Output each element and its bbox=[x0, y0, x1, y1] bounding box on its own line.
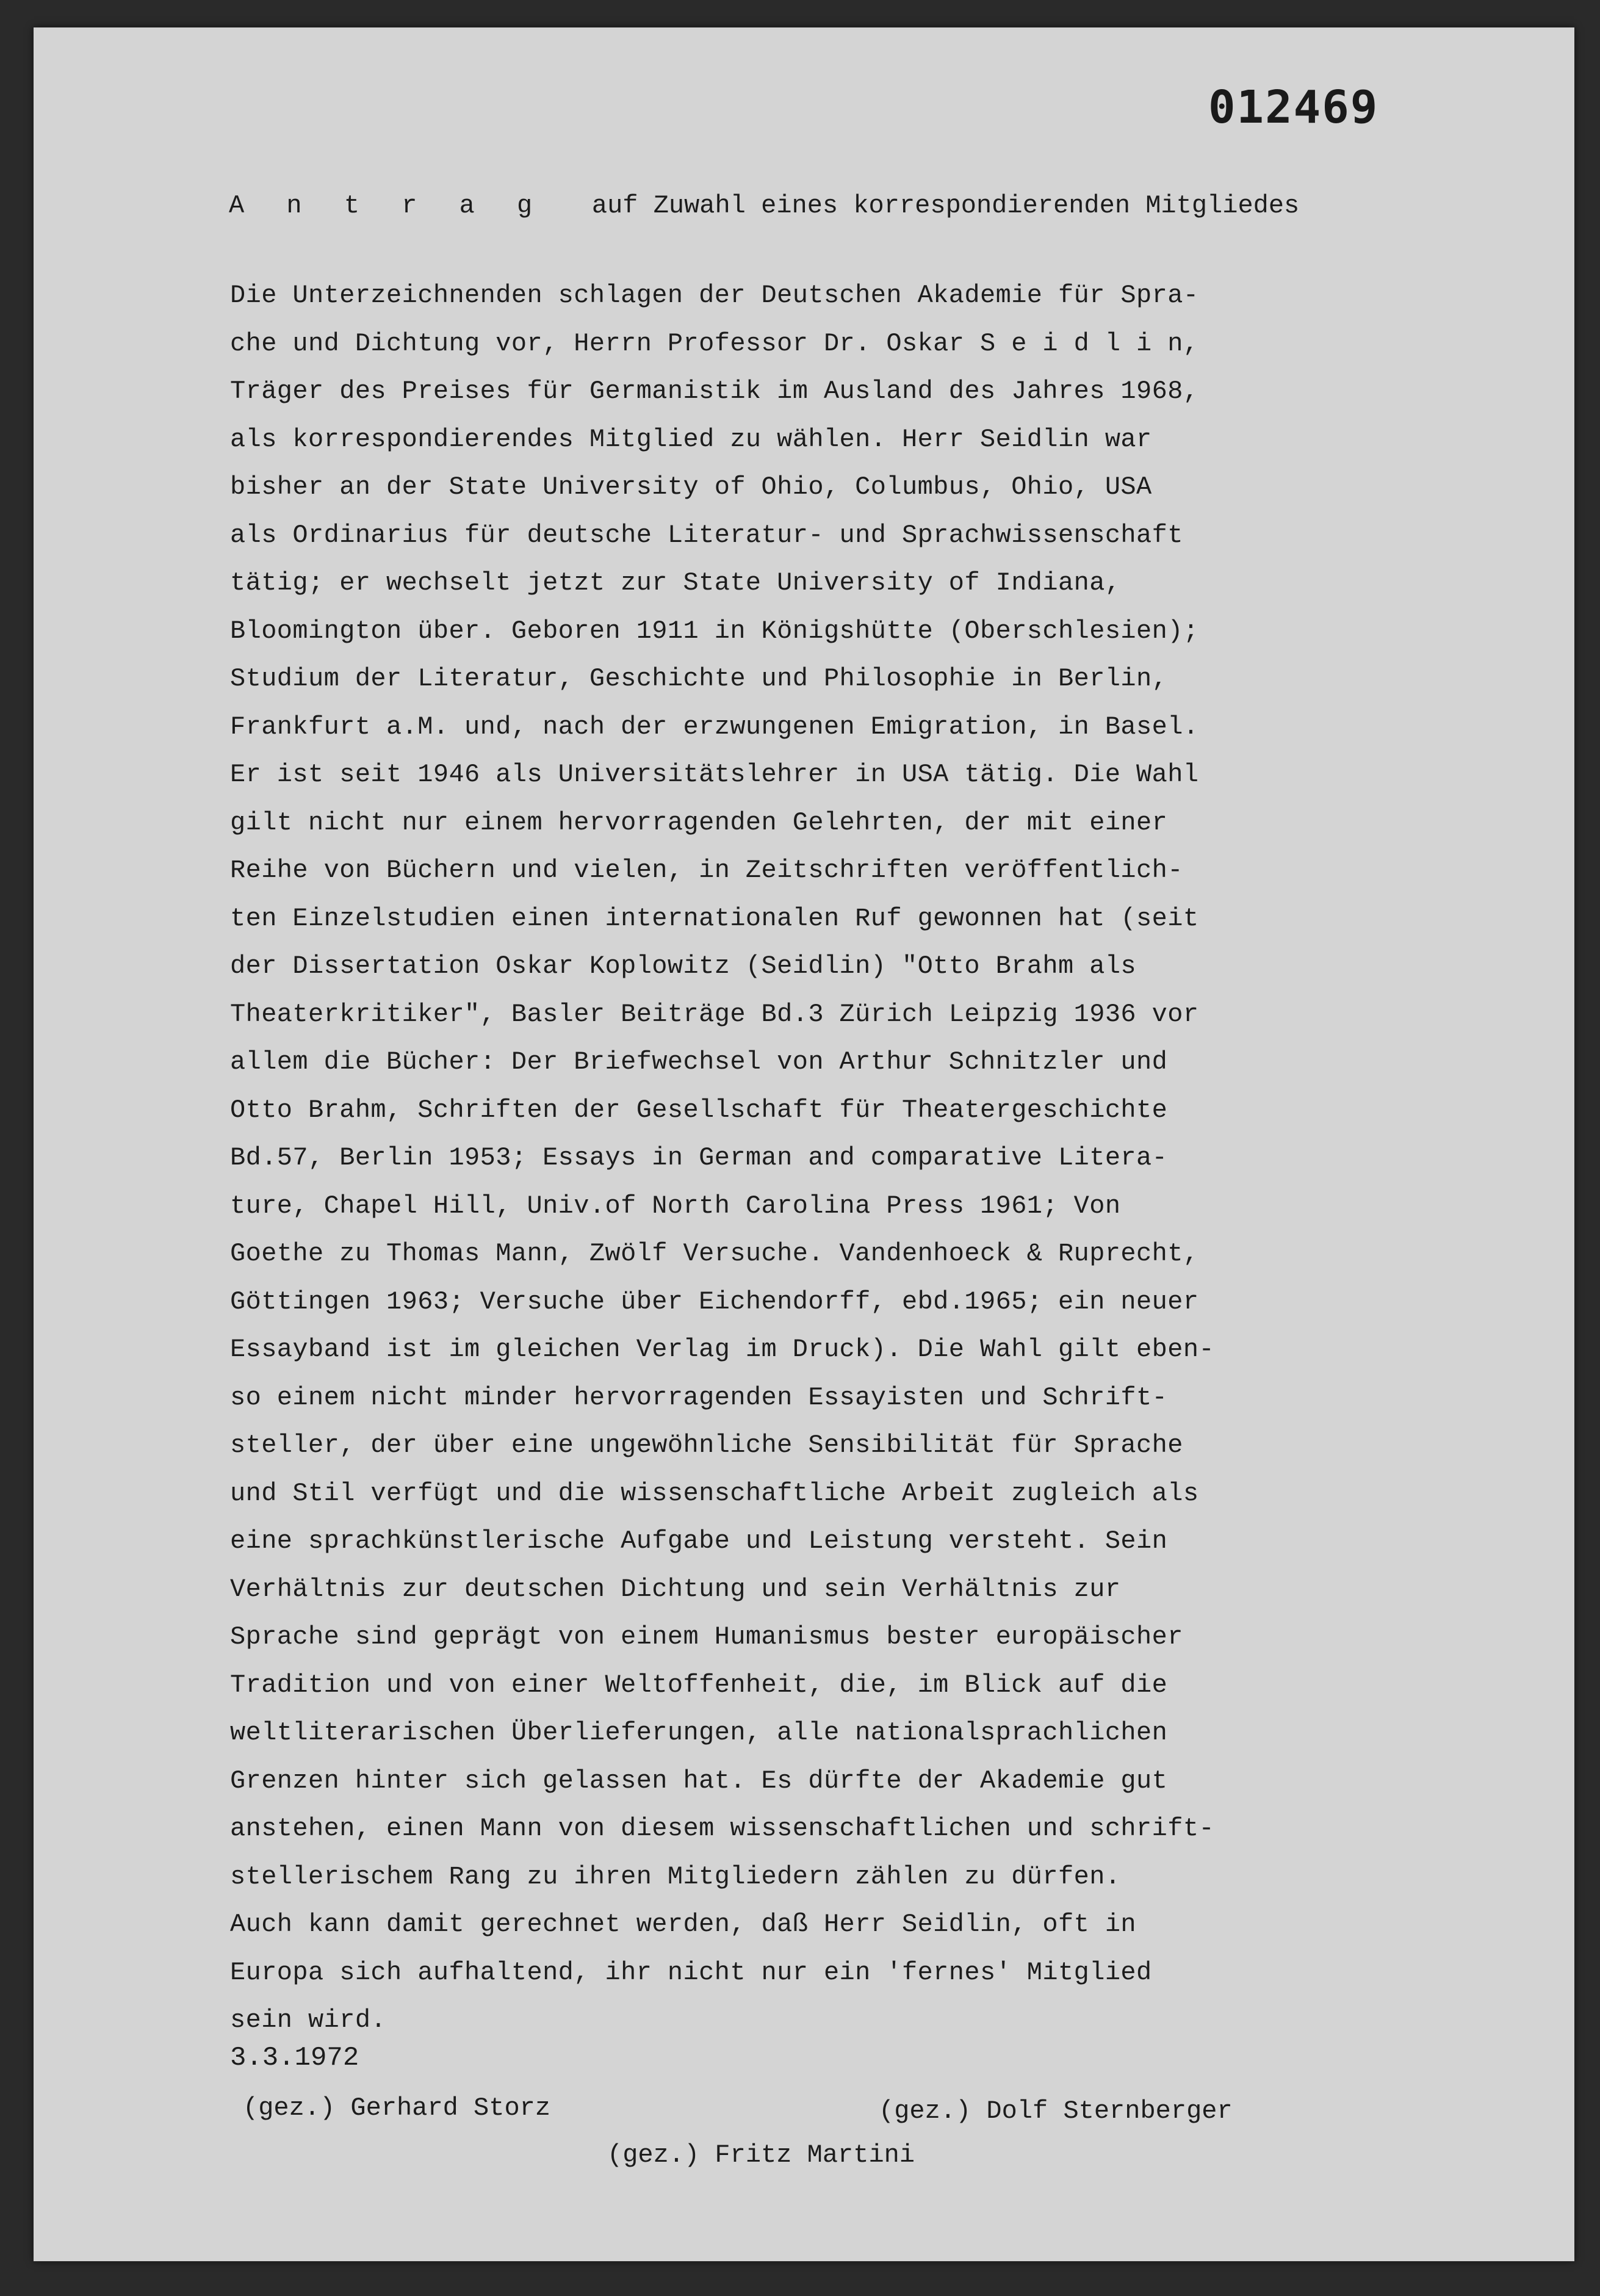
text-line: Träger des Preises für Germanistik im Ausland des Jahres 1968, bbox=[230, 377, 1199, 406]
text-line: Reihe von Büchern und vielen, in Zeitschriften veröffentlich- bbox=[230, 856, 1183, 885]
text-line: bisher an der State University of Ohio, Columbus, Ohio, USA bbox=[230, 472, 1152, 502]
signature-storz: (gez.) Gerhard Storz bbox=[243, 2093, 551, 2123]
text-line: Die Unterzeichnenden schlagen der Deutschen Akademie für Spra- bbox=[230, 281, 1199, 310]
text-line: ten Einzelstudien einen internationalen Ruf gewonnen hat (seit bbox=[230, 903, 1199, 933]
body-paragraph bbox=[230, 272, 1524, 2045]
text-line: Auch kann damit gerechnet werden, daß Herr Seidlin, oft in bbox=[230, 1910, 1137, 1939]
text-line: Theaterkritiker", Basler Beiträge Bd.3 Zürich Leipzig 1936 vor bbox=[230, 999, 1199, 1029]
text-line: der Dissertation Oskar Koplowitz (Seidlin) "Otto Brahm als bbox=[230, 951, 1137, 981]
text-line: so einem nicht minder hervorragenden Essayisten und Schrift- bbox=[230, 1382, 1168, 1412]
text-line: Er ist seit 1946 als Universitätslehrer in USA tätig. Die Wahl bbox=[230, 760, 1199, 789]
text-line: und Stil verfügt und die wissenschaftliche Arbeit zugleich als bbox=[230, 1478, 1199, 1508]
text-line: Sprache sind geprägt von einem Humanismus bester europäischer bbox=[230, 1622, 1183, 1652]
text-line: Grenzen hinter sich gelassen hat. Es dürfte der Akademie gut bbox=[230, 1766, 1168, 1796]
date: 3.3.1972 bbox=[230, 2043, 359, 2073]
document-number: 012469 bbox=[1208, 81, 1379, 134]
text-line: Göttingen 1963; Versuche über Eichendorff, ebd.1965; ein neuer bbox=[230, 1287, 1199, 1316]
text-line: sein wird. bbox=[230, 2005, 387, 2035]
text-line: Bloomington über. Geboren 1911 in Königshütte (Oberschlesien); bbox=[230, 616, 1199, 646]
text-line: Tradition und von einer Weltoffenheit, die, im Blick auf die bbox=[230, 1670, 1168, 1700]
document-title bbox=[229, 191, 1299, 220]
signature-sternberger: (gez.) Dolf Sternberger bbox=[879, 2096, 1233, 2126]
text-line: weltliterarischen Überlieferungen, alle nationalsprachlichen bbox=[230, 1718, 1168, 1747]
text-line: als korrespondierendes Mitglied zu wählen. Herr Seidlin war bbox=[230, 424, 1152, 454]
document-page bbox=[34, 27, 1574, 2261]
text-line: Otto Brahm, Schriften der Gesellschaft für Theatergeschichte bbox=[230, 1095, 1168, 1125]
text-line: che und Dichtung vor, Herrn Professor Dr. Oskar S e i d l i n, bbox=[230, 328, 1199, 358]
text-line: Bd.57, Berlin 1953; Essays in German and comparative Litera- bbox=[230, 1143, 1168, 1172]
text-line: Essayband ist im gleichen Verlag im Druck). Die Wahl gilt eben- bbox=[230, 1335, 1215, 1364]
text-line: stellerischem Rang zu ihren Mitgliedern zählen zu dürfen. bbox=[230, 1861, 1121, 1891]
signature-martini: (gez.) Fritz Martini bbox=[607, 2140, 915, 2170]
text-line: allem die Bücher: Der Briefwechsel von Arthur Schnitzler und bbox=[230, 1047, 1168, 1077]
text-line: Studium der Literatur, Geschichte und Philosophie in Berlin, bbox=[230, 664, 1168, 693]
title-emphasis: A n t r a g bbox=[229, 191, 546, 220]
text-line: eine sprachkünstlerische Aufgabe und Leistung versteht. Sein bbox=[230, 1526, 1168, 1556]
text-line: Europa sich aufhaltend, ihr nicht nur ein 'fernes' Mitglied bbox=[230, 1957, 1152, 1987]
text-line: Verhältnis zur deutschen Dichtung und sein Verhältnis zur bbox=[230, 1574, 1121, 1604]
text-line: ture, Chapel Hill, Univ.of North Carolina Press 1961; Von bbox=[230, 1191, 1121, 1221]
text-line: Goethe zu Thomas Mann, Zwölf Versuche. Vandenhoeck & Ruprecht, bbox=[230, 1239, 1199, 1268]
text-line: steller, der über eine ungewöhnliche Sensibilität für Sprache bbox=[230, 1431, 1183, 1460]
text-line: als Ordinarius für deutsche Literatur- und Sprachwissenschaft bbox=[230, 520, 1183, 550]
text-line: tätig; er wechselt jetzt zur State University of Indiana, bbox=[230, 568, 1121, 597]
text-line: Frankfurt a.M. und, nach der erzwungenen Emigration, in Basel. bbox=[230, 712, 1199, 742]
text-line: gilt nicht nur einem hervorragenden Gelehrten, der mit einer bbox=[230, 807, 1168, 837]
text-line: anstehen, einen Mann von diesem wissenschaftlichen und schrift- bbox=[230, 1814, 1215, 1843]
title-rest: auf Zuwahl eines korrespondierenden Mitgliedes bbox=[591, 191, 1300, 220]
